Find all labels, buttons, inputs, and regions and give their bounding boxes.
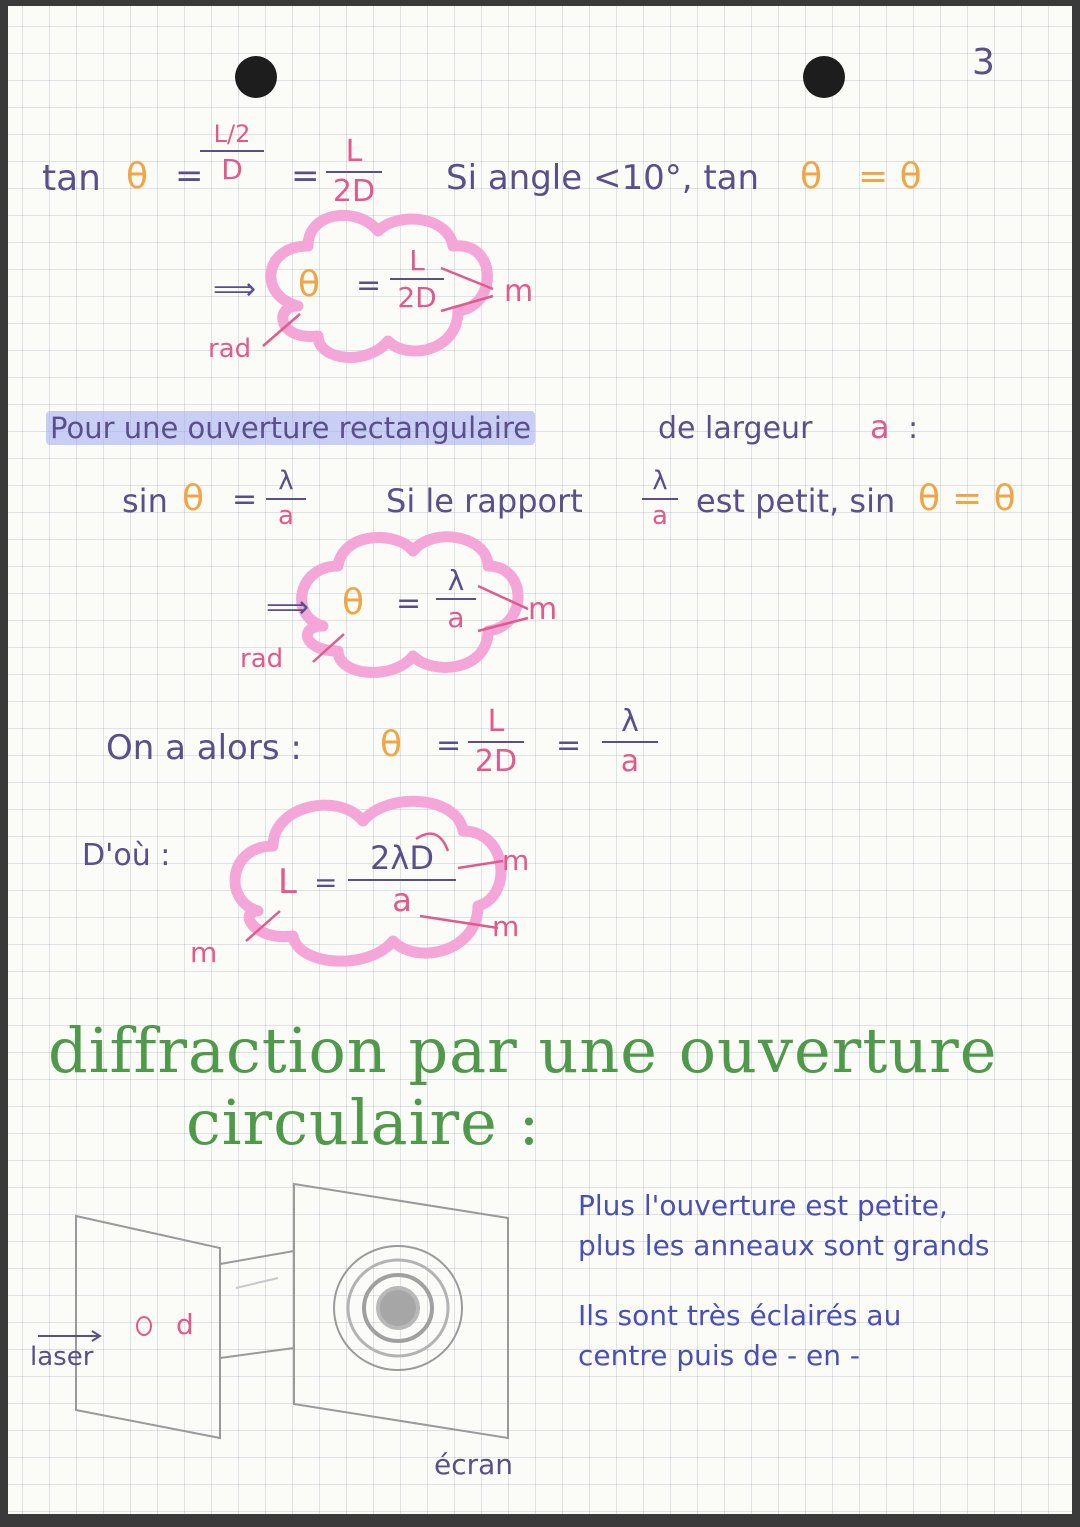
ratio-condition: Si le rapport xyxy=(386,482,583,520)
fraction-L-over-2D: L 2D xyxy=(468,706,524,777)
unit-rad: rad xyxy=(240,644,284,674)
diffraction-rings xyxy=(334,1246,462,1370)
laser-label: laser xyxy=(30,1342,94,1372)
fraction-L-over-2D: L 2D xyxy=(326,136,382,207)
implies-arrow: ⟹ xyxy=(266,590,310,625)
variable-a: a xyxy=(870,408,890,446)
unit-m: m xyxy=(504,274,534,309)
diameter-label: d xyxy=(176,1308,194,1341)
note-aperture-size: Plus l'ouverture est petite, plus les anneaux sont grands xyxy=(578,1189,990,1262)
theta-symbol: θ xyxy=(342,582,365,623)
on-a-alors: On a alors : xyxy=(106,728,302,768)
section-title-line2: circulaire : xyxy=(186,1086,541,1159)
equals-theta: = θ xyxy=(858,156,922,197)
equals-sign: = xyxy=(175,156,204,196)
equals-sign: = xyxy=(396,586,422,621)
tan-label: tan xyxy=(42,158,101,199)
note-ring-brightness: Ils sont très éclairés au centre puis de - en - xyxy=(578,1299,902,1372)
fraction-lambda-over-a: λ a xyxy=(266,468,306,531)
equals-sign: = xyxy=(314,866,338,899)
fraction-L2-over-D: L/2 D xyxy=(200,122,264,185)
fraction-lambda-over-a: λ a xyxy=(436,566,476,633)
notebook-page xyxy=(8,6,1072,1514)
theta-symbol: θ xyxy=(918,478,941,519)
fraction-2lambdaD-over-a: 2λD a xyxy=(348,842,456,917)
theta-symbol: θ xyxy=(380,724,403,765)
fraction-lambda-over-a: λ a xyxy=(602,706,658,777)
unit-m: m xyxy=(528,592,558,627)
theta-symbol: θ xyxy=(182,478,205,519)
fraction-lambda-over-a: λ a xyxy=(642,468,678,531)
variable-L: L xyxy=(278,862,297,902)
implies-arrow: ⟹ xyxy=(213,272,257,307)
unit-m: m xyxy=(492,910,520,943)
fraction-L-over-2D: L 2D xyxy=(390,246,444,313)
aperture-plate xyxy=(76,1216,220,1438)
unit-m: m xyxy=(190,936,218,969)
sin-label: sin xyxy=(122,482,168,520)
aperture-hole xyxy=(137,1317,151,1335)
unit-rad: rad xyxy=(208,334,252,364)
page-number: 3 xyxy=(972,42,995,83)
equals-sign: = xyxy=(232,482,258,517)
theta-symbol: θ xyxy=(126,156,149,197)
section-title-line1: diffraction par une ouverture xyxy=(48,1014,998,1087)
small-ratio-text: est petit, sin xyxy=(696,482,896,520)
small-angle-condition: Si angle <10°, tan xyxy=(446,158,760,198)
equals-theta: = θ xyxy=(952,478,1016,519)
equals-sign: = xyxy=(356,268,382,303)
colon: : xyxy=(908,411,919,446)
screen-label: écran xyxy=(434,1448,514,1481)
unit-m: m xyxy=(502,844,530,877)
equals-sign: = xyxy=(291,156,320,196)
theta-symbol: θ xyxy=(298,264,321,305)
width-label: de largeur xyxy=(658,411,813,446)
rectangular-intro: Pour une ouverture rectangulaire xyxy=(46,411,535,445)
d-ou-label: D'où : xyxy=(82,838,171,873)
theta-symbol: θ xyxy=(800,156,823,197)
equals-sign: = xyxy=(436,728,462,763)
equals-sign: = xyxy=(556,728,582,763)
circular-aperture-diagram xyxy=(8,6,1072,1514)
